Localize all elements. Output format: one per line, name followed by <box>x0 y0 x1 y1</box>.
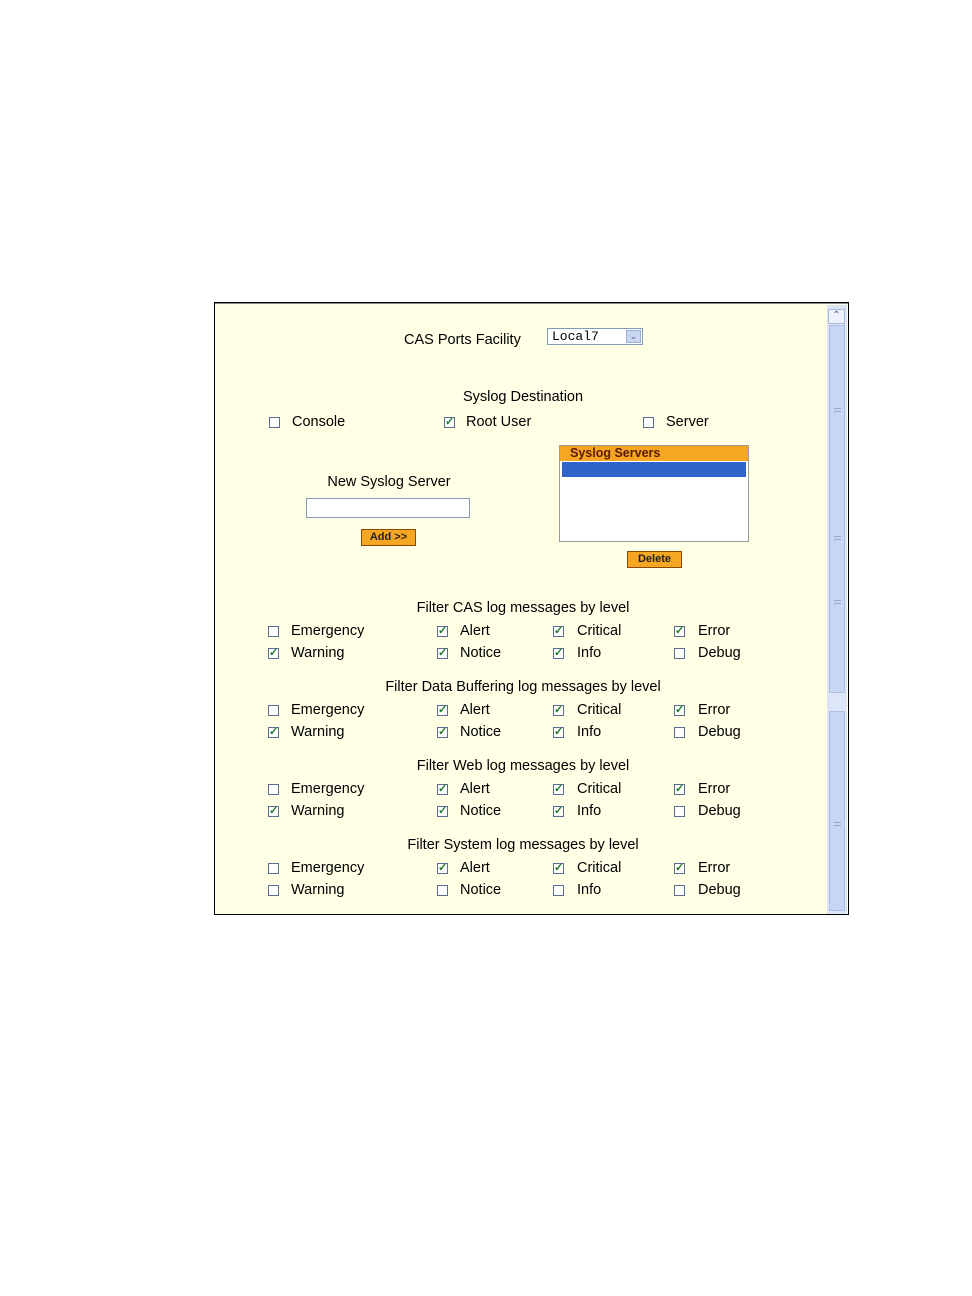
level-warning-label: Warning <box>291 645 345 661</box>
level-alert-label: Alert <box>460 860 490 876</box>
destination-root-label: Root User <box>466 414 532 430</box>
level-alert-checkbox[interactable] <box>437 863 448 874</box>
level-warning-label: Warning <box>291 882 345 898</box>
destination-server-checkbox[interactable] <box>643 417 654 428</box>
filter-section-title: Filter System log messages by level <box>407 837 639 853</box>
level-notice-checkbox[interactable] <box>437 648 448 659</box>
level-critical-checkbox[interactable] <box>553 705 564 716</box>
destination-root-checkbox[interactable] <box>444 417 455 428</box>
vertical-scrollbar[interactable] <box>827 305 847 914</box>
level-error-checkbox[interactable] <box>674 784 685 795</box>
level-error-label: Error <box>698 623 731 639</box>
filter-section-title: Filter CAS log messages by level <box>416 600 630 616</box>
facility-label: CAS Ports Facility <box>404 332 521 348</box>
level-emergency-label: Emergency <box>291 781 365 797</box>
level-error-label: Error <box>698 781 731 797</box>
level-debug-label: Debug <box>698 803 741 819</box>
level-alert-label: Alert <box>460 781 490 797</box>
scroll-track[interactable] <box>829 711 845 911</box>
new-server-input[interactable] <box>306 498 470 518</box>
level-critical-label: Critical <box>577 702 622 718</box>
level-warning-checkbox[interactable] <box>268 727 279 738</box>
level-emergency-checkbox[interactable] <box>268 784 279 795</box>
level-error-checkbox[interactable] <box>674 626 685 637</box>
destination-console-label: Console <box>292 414 346 430</box>
new-server-label: New Syslog Server <box>327 474 451 490</box>
level-emergency-label: Emergency <box>291 702 365 718</box>
level-warning-checkbox[interactable] <box>268 648 279 659</box>
facility-value: Local7 <box>552 329 599 344</box>
level-info-label: Info <box>577 645 602 661</box>
level-warning-label: Warning <box>291 724 345 740</box>
level-critical-checkbox[interactable] <box>553 784 564 795</box>
level-notice-checkbox[interactable] <box>437 806 448 817</box>
level-debug-checkbox[interactable] <box>674 727 685 738</box>
syslog-servers-list[interactable] <box>559 445 749 542</box>
chevron-down-icon[interactable]: ⌄ <box>626 330 641 343</box>
level-critical-label: Critical <box>577 623 622 639</box>
level-info-label: Info <box>577 882 602 898</box>
level-info-label: Info <box>577 724 602 740</box>
level-alert-checkbox[interactable] <box>437 626 448 637</box>
level-info-label: Info <box>577 803 602 819</box>
level-warning-checkbox[interactable] <box>268 885 279 896</box>
syslog-config-panel <box>214 302 849 915</box>
level-error-checkbox[interactable] <box>674 863 685 874</box>
level-warning-checkbox[interactable] <box>268 806 279 817</box>
level-error-label: Error <box>698 860 731 876</box>
level-notice-label: Notice <box>460 724 502 740</box>
level-notice-label: Notice <box>460 803 502 819</box>
level-info-checkbox[interactable] <box>553 885 564 896</box>
level-critical-checkbox[interactable] <box>553 626 564 637</box>
level-notice-checkbox[interactable] <box>437 727 448 738</box>
filter-section-title: Filter Web log messages by level <box>416 758 630 774</box>
scroll-up-icon[interactable]: ⌃ <box>828 309 845 324</box>
delete-server-button[interactable]: Delete <box>627 551 682 568</box>
level-info-checkbox[interactable] <box>553 648 564 659</box>
level-debug-label: Debug <box>698 724 741 740</box>
destination-console-checkbox[interactable] <box>269 417 280 428</box>
level-critical-label: Critical <box>577 860 622 876</box>
scroll-thumb[interactable] <box>829 325 845 693</box>
level-info-checkbox[interactable] <box>553 727 564 738</box>
destination-title: Syslog Destination <box>462 389 584 405</box>
level-alert-label: Alert <box>460 623 490 639</box>
level-debug-checkbox[interactable] <box>674 648 685 659</box>
level-debug-label: Debug <box>698 882 741 898</box>
level-error-checkbox[interactable] <box>674 705 685 716</box>
level-alert-checkbox[interactable] <box>437 784 448 795</box>
level-critical-label: Critical <box>577 781 622 797</box>
facility-select[interactable] <box>547 328 643 345</box>
level-debug-checkbox[interactable] <box>674 885 685 896</box>
level-emergency-checkbox[interactable] <box>268 626 279 637</box>
level-notice-checkbox[interactable] <box>437 885 448 896</box>
level-warning-label: Warning <box>291 803 345 819</box>
add-server-button[interactable]: Add >> <box>361 529 416 546</box>
filter-section-title: Filter Data Buffering log messages by level <box>385 679 661 695</box>
level-info-checkbox[interactable] <box>553 806 564 817</box>
level-critical-checkbox[interactable] <box>553 863 564 874</box>
level-emergency-checkbox[interactable] <box>268 705 279 716</box>
level-debug-checkbox[interactable] <box>674 806 685 817</box>
level-emergency-label: Emergency <box>291 623 365 639</box>
list-item[interactable] <box>562 462 746 477</box>
level-notice-label: Notice <box>460 645 502 661</box>
level-emergency-label: Emergency <box>291 860 365 876</box>
level-emergency-checkbox[interactable] <box>268 863 279 874</box>
level-alert-label: Alert <box>460 702 490 718</box>
destination-server-label: Server <box>666 414 709 430</box>
syslog-servers-header: Syslog Servers <box>560 446 748 461</box>
level-alert-checkbox[interactable] <box>437 705 448 716</box>
level-error-label: Error <box>698 702 731 718</box>
level-notice-label: Notice <box>460 882 502 898</box>
level-debug-label: Debug <box>698 645 741 661</box>
